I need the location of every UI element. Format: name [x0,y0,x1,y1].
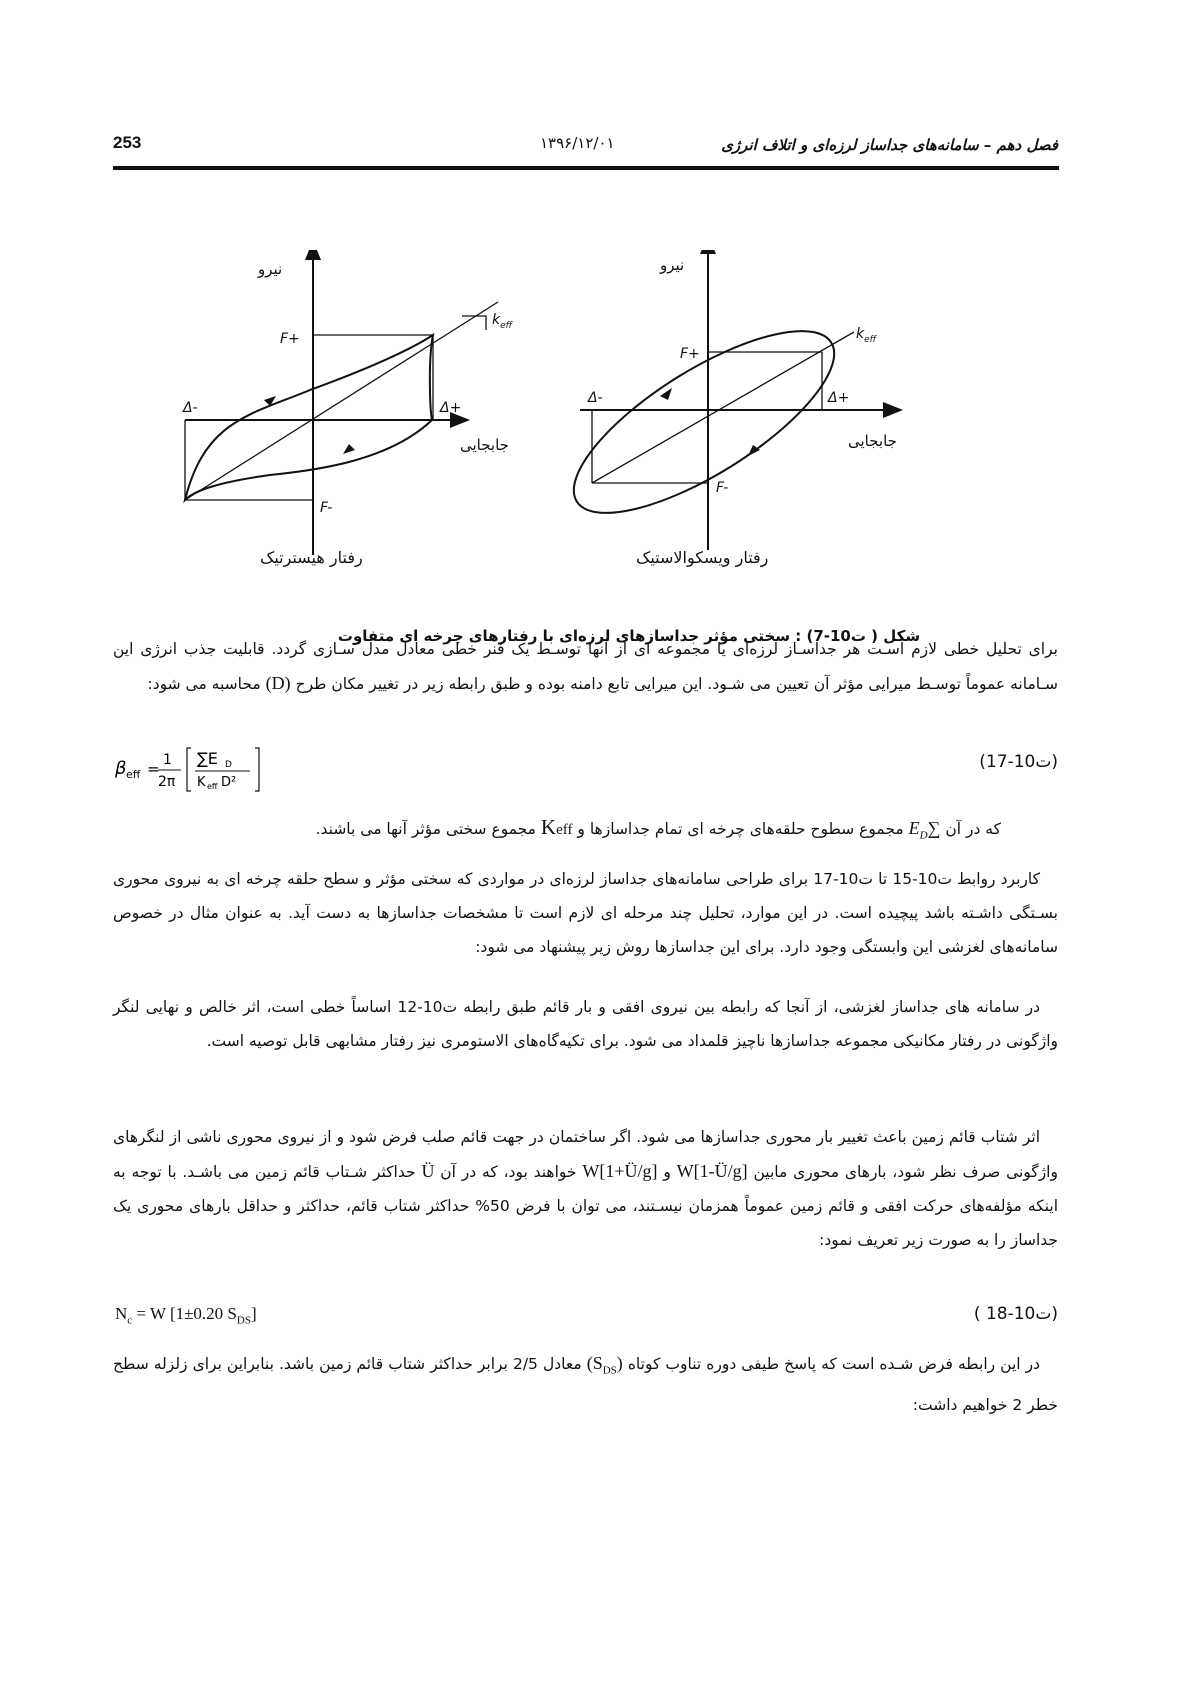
equation-17-number: (ت10-17) [979,752,1058,772]
para4-text: در سامانه های جداساز لغزشی، از آنجا که رابطه بین نیروی افقی و بار قائم طبق رابطه ت10-12 اساساً خطی است، اثر خالص و نهایی لنگر واژگونی در رفتار مکانیکی مجموعه جداسازها ناچیز قلمداد می شود. برای تکیه‌گاه‌های الاستومری نیز رفتار مشابهی قابل توصیه است. [113,998,1058,1050]
paragraph-1 [113,632,1058,701]
para5-and: و [663,1163,671,1181]
equation-17-formula [113,744,273,794]
left-dplus-label: Δ+ [440,400,462,416]
header-rule [113,166,1059,170]
right-dminus-label: Δ- [588,390,603,406]
svg-text:D²: D² [221,775,237,790]
left-keff-label: $k_{eff}$ [492,312,513,331]
left-dminus-label: Δ- [183,400,198,416]
svg-text:=: = [147,760,160,778]
left-fminus-label: F- [320,500,333,516]
para3-text: کاربرد روابط ت10-15 تا ت10-17 برای طراحی سامانه‌های جداساز لرزه‌ای در مواردی که سختی مؤثر و سطح حلقه چرخه ای به نیروی محوری بسـتگی داشـته باشد پیچیده است. در این موارد، تحلیل چند مرحله ای لازم است تا مشخصات جداسازها به دست آید. به عنوان مثال در خصوص سامانه‌های لغزشی این وابستگی وجود دارد. برای این جداسازها روش زیر پیشنهاد می شود: [113,870,1058,956]
para6-text-a: در این رابطه فرض شـده است که پاسخ طیفی دوره تناوب کوتاه [627,1355,1040,1373]
equation-18 [113,1296,1058,1346]
para1-text-a: برای تحلیل خطی لازم اسـت هر جداسـاز لرزه‌ای یا مجموعه ای از آنها توسـط یک فنر خطی معادل مدل سـازی گردد. قابلیت جذب انرژی این سـامانه عموماً توسـط میرایی مؤثر آن تعیین می شـود. این میرایی تابع دامنه بوده و طبق رابطه زیر در تغییر مکان طرح [113,640,1058,693]
para5-text-a: اثر شتاب قائم زمین باعث تغییر بار محوری جداسازها می شود. اگر ساختمان در جهت قائم صلب فرض شود و از نیروی محوری ناشی از لنگرهای واژگونی صرف نظر شود، بارهای محوری مابین [113,1128,1058,1181]
para6-symbol: $(S_{DS})$ [586,1353,623,1377]
right-force-label: نیرو [660,256,685,274]
right-keff-label: $k_{eff}$ [856,326,877,345]
right-fminus-label: F- [716,480,729,496]
para1-symbol: (D) [265,673,291,693]
equation-18-number: (ت10-18 ) [973,1304,1058,1324]
svg-text:1: 1 [163,752,172,768]
svg-text:eff: eff [207,782,218,791]
page-number: 253 [113,133,142,152]
paragraph-5 [113,1120,1058,1257]
svg-text:2π: 2π [158,774,176,790]
svg-text:D: D [225,760,232,770]
right-arrow-lower [748,445,760,456]
right-keff-line [592,332,854,483]
header-date: ۱۳۹۶/۱۲/۰۱ [540,134,615,152]
chapter-title: فصل دهم – سامانه‌های جداساز لرزه‌ای و اتلاف انرژی [721,136,1058,154]
para2-text-c: مجموع سختی مؤثر آنها می باشند. [315,820,536,838]
right-panel-title: رفتار ویسکوالاستیک [636,548,769,567]
para2-k-symbol: Keff [540,815,573,839]
left-panel-title: رفتار هیسترتیک [260,548,363,567]
right-fplus-label: F+ [680,346,700,362]
right-viscoelastic-loop [549,298,859,545]
para5-symbol-1: W[1-Ü/g] [676,1161,748,1181]
para5-symbol-2: W[1+Ü/g] [582,1161,658,1181]
para6-text-b: معادل 2/5 برابر حداکثر شتاب قائم زمین باشد. بنابراین برای زلزله سطح خطر 2 خواهیم داشت: [113,1355,1058,1414]
right-arrow-upper [660,388,672,400]
left-force-label: نیرو [258,260,283,278]
para5-symbol-3: Ü [421,1161,435,1181]
right-dplus-label: Δ+ [828,390,850,406]
para2-text-a: که در آن [945,820,1001,838]
para5-text-c: حداکثر شـتاب قائم زمین می باشـد. با توجه به اینکه مؤلفه‌های حرکت افقی و قائم زمین عموماً همزمان نیسـتند، می توان با فرض 50% حداکثر شتاب قائم، حداکثر و حداقل بارهای محوری یک جداساز را به صورت زیر تعریف نمود: [113,1163,1058,1249]
para2-sum-symbol: $\sum E_D$ [908,818,941,842]
left-fplus-label: F+ [280,331,300,347]
equation-18-formula: $N_c = W$ [1±0.20 $S_{DS}$] [115,1304,257,1327]
left-displacement-label: جابجایی [460,436,509,454]
figure-hysteresis-diagrams [160,250,1060,620]
equation-17 [113,744,1058,794]
paragraph-4 [113,990,1058,1058]
para2-text-b: مجموع سطوح حلقه‌های چرخه ای تمام جداسازها و [577,820,904,838]
figure-caption: شکل ( ت10-7) : سختی مؤثر جداسازهای لرزه‌ای با رفتارهای چرخه ای متفاوت [337,627,921,645]
left-arrow-lower [343,444,355,454]
svg-text:∑E: ∑E [197,749,218,768]
paragraph-3 [113,862,1058,964]
svg-text:β: β [115,758,127,779]
right-displacement-label: جابجایی [848,432,897,450]
svg-text:K: K [197,775,206,790]
paragraph-2 [113,810,1058,853]
paragraph-6 [113,1346,1058,1422]
svg-text:eff: eff [126,768,141,781]
para5-text-b: خواهند بود، که در آن [440,1163,577,1181]
left-hysteresis-loop [185,335,433,500]
para1-text-b: محاسبه می شود: [147,675,261,693]
